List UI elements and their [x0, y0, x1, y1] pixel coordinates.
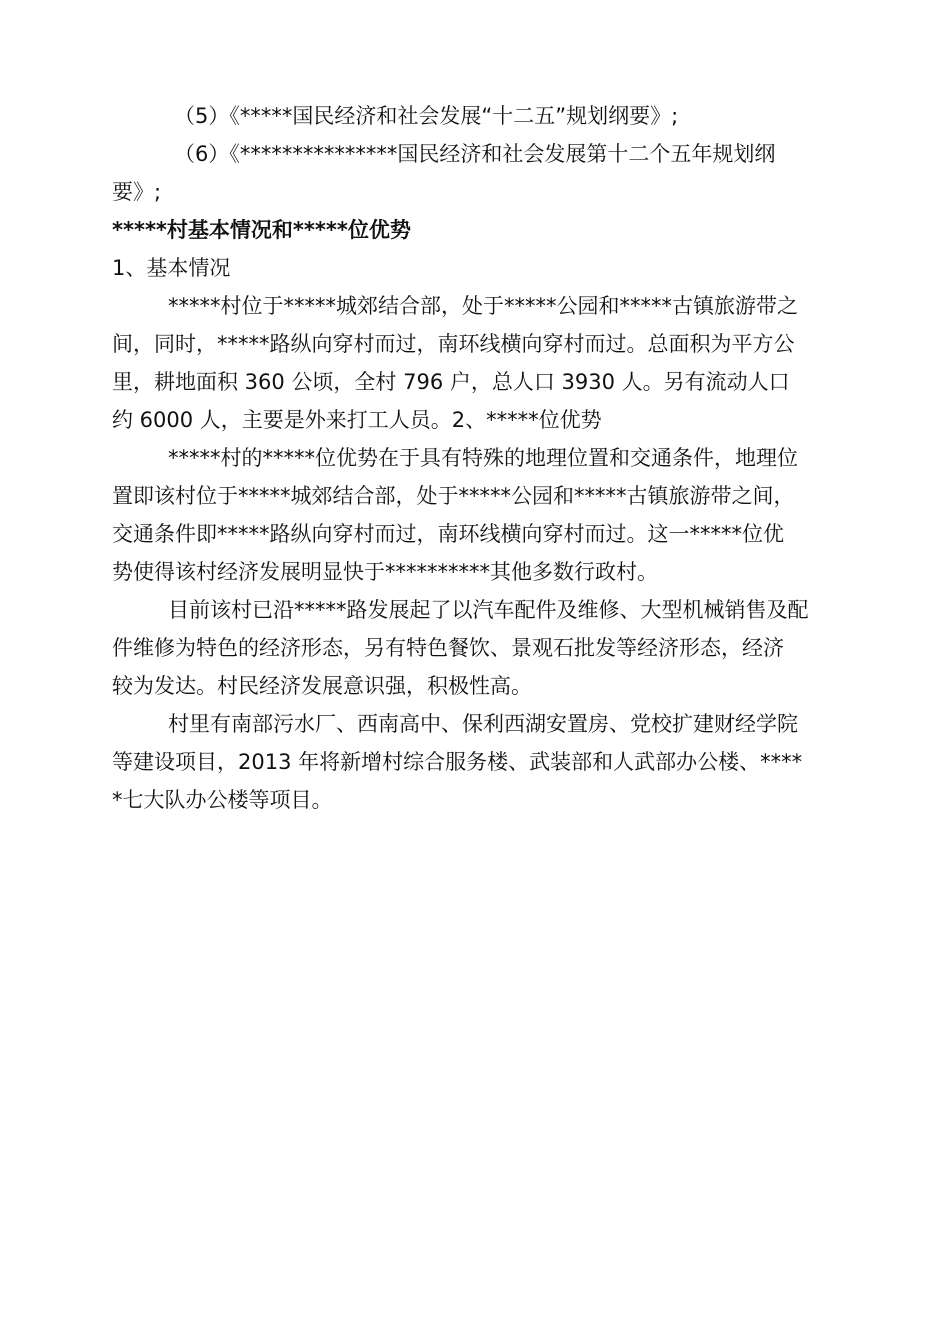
paragraph-line: 等建设项目，2013 年将新增村综合服务楼、武装部和人武部办公楼、**** [112, 750, 803, 774]
reference-item-5: （5）《*****国民经济和社会发展“十二五”规划纲要》; [174, 104, 679, 128]
paragraph-line: 件维修为特色的经济形态，另有特色餐饮、景观石批发等经济形态，经济 [112, 636, 784, 660]
paragraph-location-advantage [112, 439, 842, 591]
paragraph-line: 间，同时，*****路纵向穿村而过，南环线横向穿村而过。总面积为平方公 [112, 332, 795, 356]
paragraph-line: 势使得该村经济发展明显快于**********其他多数行政村。 [112, 560, 658, 584]
paragraph-line: 目前该村已沿*****路发展起了以汽车配件及维修、大型机械销售及配 [168, 598, 809, 622]
paragraph-line: 里，耕地面积 360 公顷，全村 796 户，总人口 3930 人。另有流动人口 [112, 370, 790, 394]
paragraph-line: *七大队办公楼等项目。 [112, 788, 333, 812]
reference-item-6: （6）《***************国民经济和社会发展第十二个五年规划纲 [174, 142, 776, 166]
document-body [112, 97, 842, 819]
paragraph-line: 置即该村位于*****城郊结合部，处于*****公园和*****古镇旅游带之间， [112, 484, 795, 508]
paragraph-basic-situation [112, 287, 842, 439]
paragraph-line: 村里有南部污水厂、西南高中、保利西湖安置房、党校扩建财经学院 [168, 712, 798, 736]
subheading-basic-situation: 1、基本情况 [112, 256, 231, 280]
section-heading: *****村基本情况和*****位优势 [112, 218, 411, 242]
paragraph-line: *****村位于*****城郊结合部，处于*****公园和*****古镇旅游带之 [168, 294, 798, 318]
paragraph-construction-projects [112, 705, 842, 819]
paragraph-line: 交通条件即*****路纵向穿村而过，南环线横向穿村而过。这一*****位优 [112, 522, 784, 546]
paragraph-line: *****村的*****位优势在于具有特殊的地理位置和交通条件，地理位 [168, 446, 798, 470]
reference-item-6-continuation: 要》; [112, 180, 162, 204]
paragraph-line: 约 6000 人，主要是外来打工人员。2、*****位优势 [112, 408, 602, 432]
paragraph-economic-development [112, 591, 842, 705]
paragraph-line: 较为发达。村民经济发展意识强，积极性高。 [112, 674, 532, 698]
